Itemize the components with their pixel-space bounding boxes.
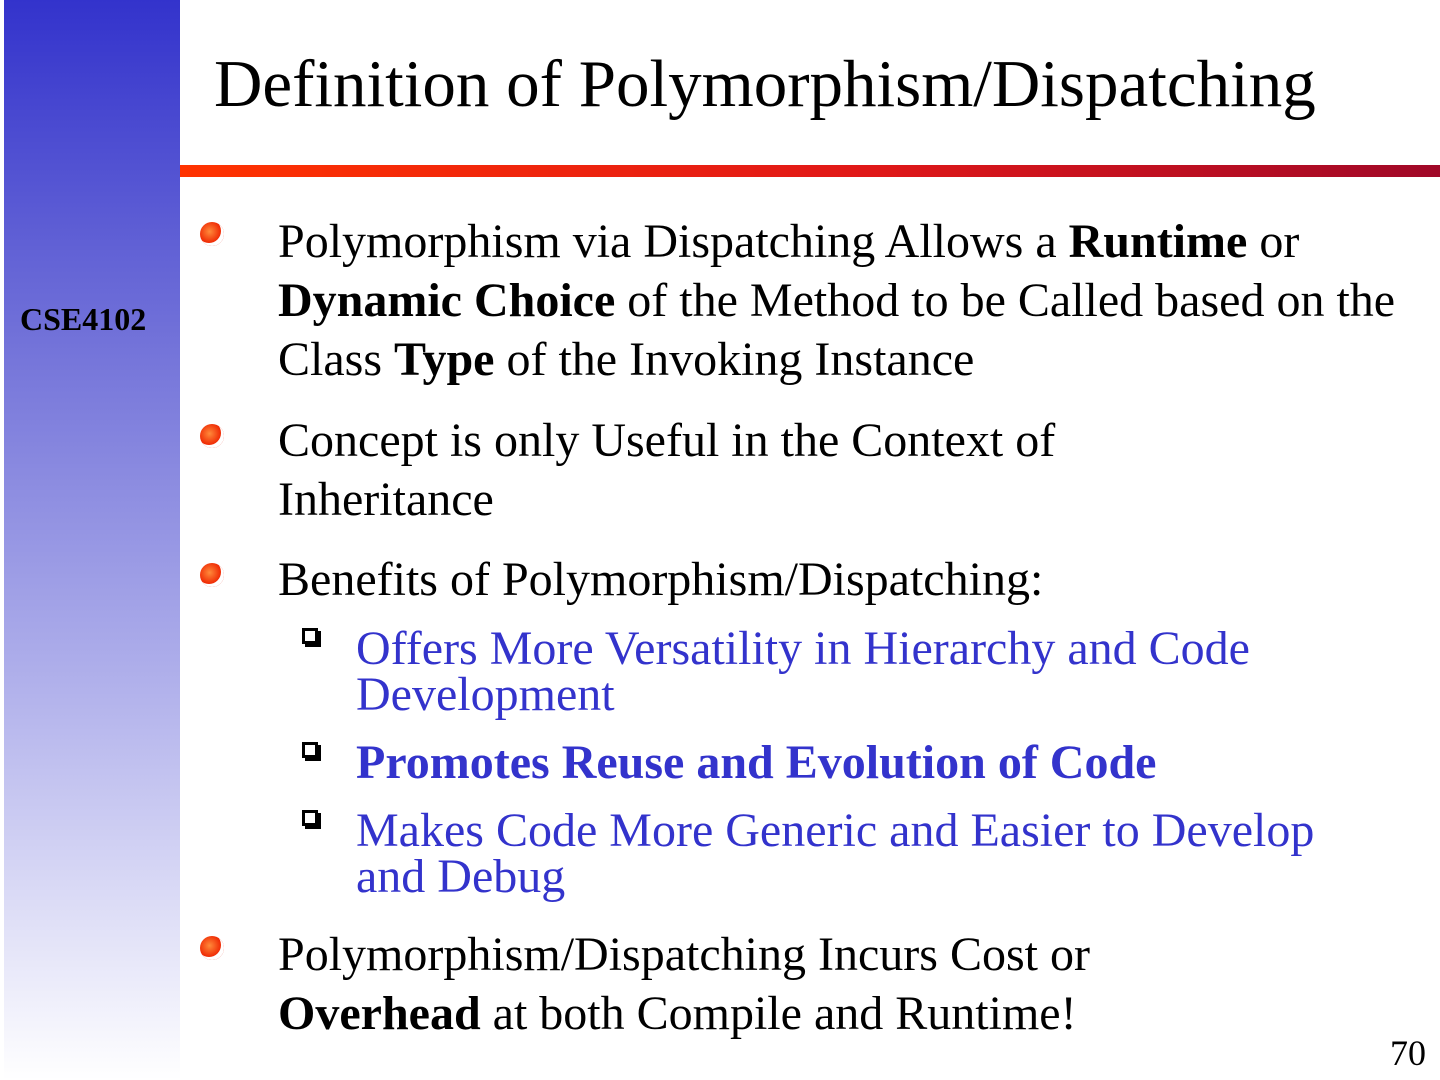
bullet-circle-icon: [200, 936, 224, 960]
bullet-item: [278, 550, 1428, 609]
bullet-item: [278, 411, 1238, 529]
course-code: CSE4102: [20, 301, 147, 337]
bullet-text: Polymorphism via Dispatching Allows a: [278, 215, 1069, 268]
bullet-text-bold: Runtime: [1068, 215, 1248, 268]
bullet-text: Concept is only Useful in the Context of Inheritance: [278, 414, 1056, 526]
slide-title: Definition of Polymorphism/Dispatching: [214, 47, 1316, 121]
bullet-text: or: [1247, 215, 1300, 268]
bullet-text: Benefits of Polymorphism/Dispatching:: [278, 553, 1044, 606]
page-number: 70: [1390, 1033, 1426, 1073]
bullet-text: of the Invoking Instance: [494, 333, 975, 386]
bullet-item: [278, 212, 1428, 389]
sub-bullet-square-icon: [302, 742, 318, 758]
title-divider: [180, 165, 1440, 177]
bullet-item: [278, 925, 1278, 1043]
bullet-text: of the Method to be Called based on the Class: [278, 274, 1396, 386]
sub-bullet-square-icon: [302, 628, 318, 644]
bullet-circle-icon: [200, 563, 224, 587]
sub-bullet-item: Promotes Reuse and Evolution of Code: [356, 736, 1157, 789]
sub-bullet-item: Makes Code More Generic and Easier to Develop and Debug: [356, 804, 1315, 903]
bullet-text-bold: Overhead: [278, 987, 481, 1040]
bullet-text: Polymorphism/Dispatching Incurs Cost or: [278, 928, 1090, 981]
bullet-circle-icon: [200, 424, 224, 448]
bullet-text-bold: Type: [394, 333, 495, 386]
bullet-text: at both Compile and Runtime!: [480, 987, 1077, 1040]
sidebar-gradient: [4, 0, 180, 1080]
sub-bullet-square-icon: [302, 810, 318, 826]
sub-bullet-item: Offers More Versatility in Hierarchy and Code Development: [356, 622, 1250, 721]
bullet-text-bold: Dynamic Choice: [278, 274, 616, 327]
bullet-circle-icon: [200, 222, 224, 246]
